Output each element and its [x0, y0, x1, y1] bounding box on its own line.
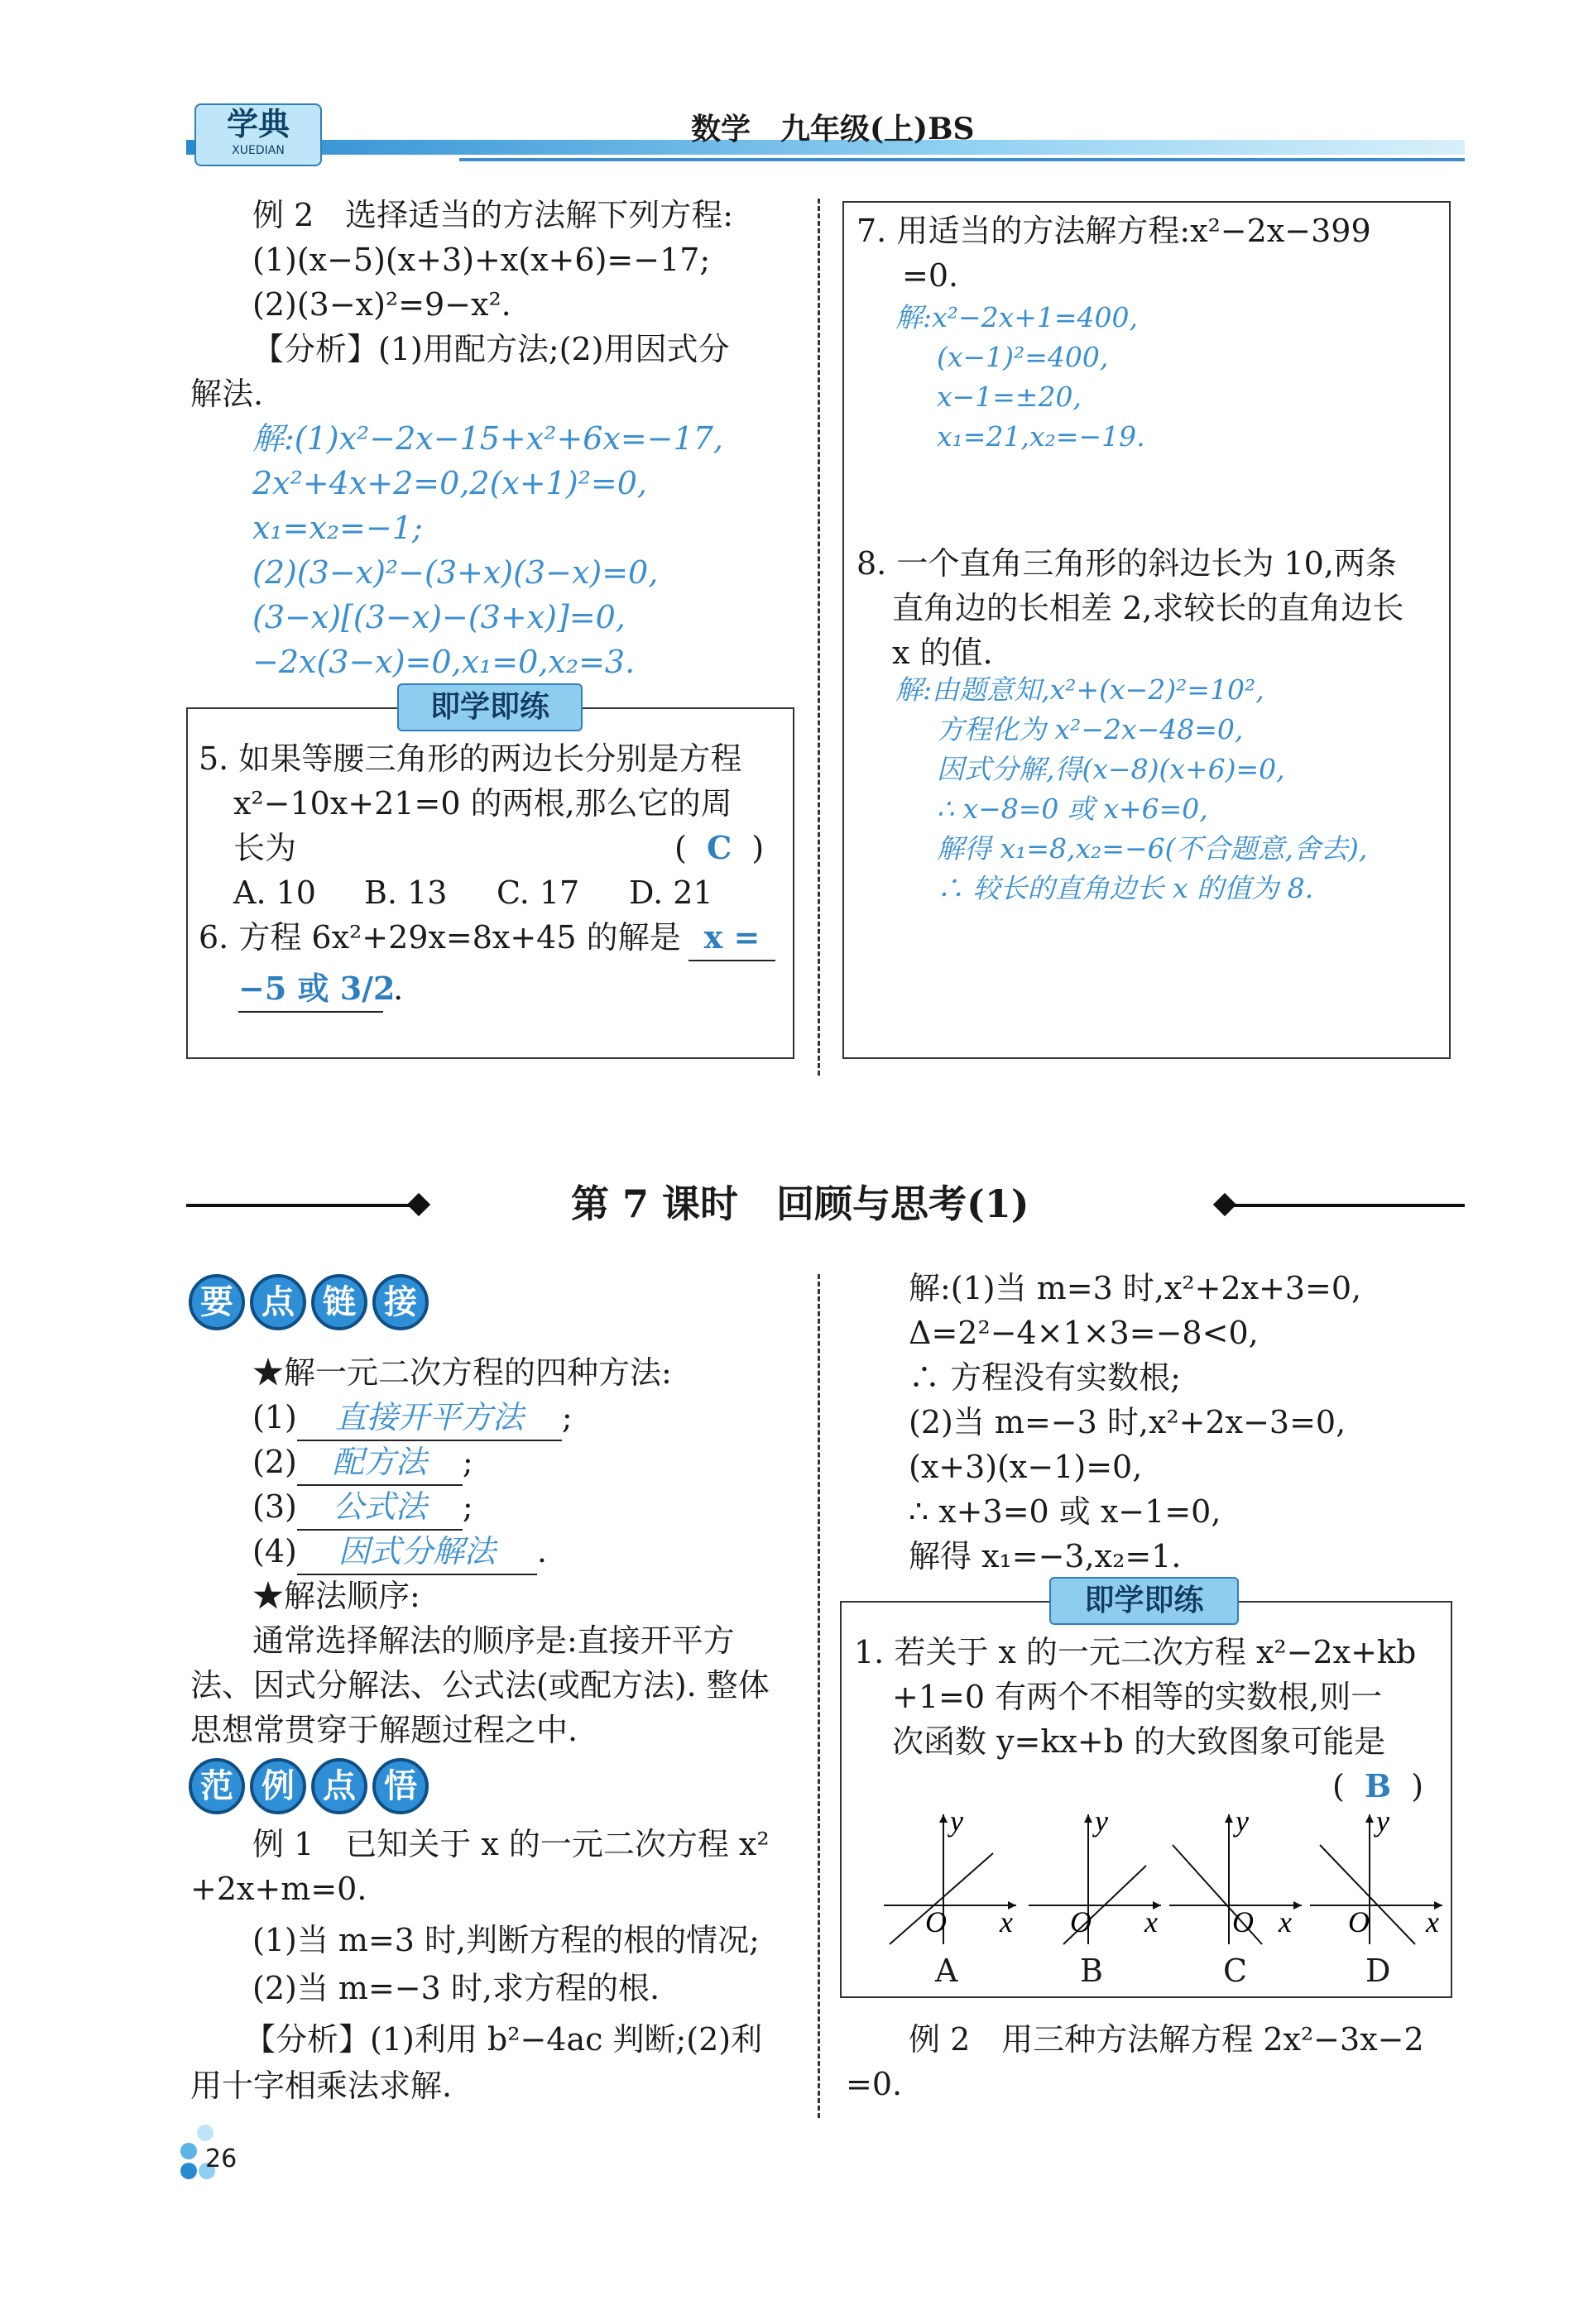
- logo-en: XUEDIAN: [232, 144, 285, 157]
- rq1-answer: ( B ): [1332, 1767, 1424, 1804]
- q5-answer-value: C: [706, 829, 732, 866]
- q5-answer: ( C ): [674, 829, 765, 866]
- method-2-answer: 配方法: [297, 1440, 463, 1486]
- q8-line-1: 8. 一个直角三角形的斜边长为 10,两条: [856, 545, 1397, 582]
- method-3-end: ;: [462, 1488, 473, 1525]
- method-1-end: ;: [561, 1399, 573, 1435]
- section-title: 第 7 课时 回顾与思考(1): [571, 1181, 1029, 1226]
- ex2-sol-6: −2x(3−x)=0,x₁=0,x₂=3.: [252, 644, 636, 680]
- header-rule: [459, 158, 1465, 161]
- q6-answer-a-wrap: [689, 915, 775, 961]
- ex1-line-3: (1)当 m=3 时,判断方程的根的情况;: [252, 1922, 760, 1958]
- rb-sol-1: 解:(1)当 m=3 时,x²+2x+3=0,: [909, 1270, 1362, 1306]
- q5-option-c: C. 17: [497, 874, 580, 911]
- footer-hex-2: [180, 2143, 197, 2159]
- order-text-3: 思想常贯穿于解题过程之中.: [190, 1712, 578, 1748]
- q7-sol-2: (x−1)²=400,: [937, 341, 1109, 373]
- graph-d-x: x: [1426, 1905, 1439, 1938]
- graph-b-x: x: [1144, 1905, 1158, 1938]
- method-2: [252, 1440, 473, 1486]
- q7-line-1: 7. 用适当的方法解方程:x²−2x−399: [856, 213, 1371, 249]
- q6-answer-b-wrap: [238, 966, 403, 1013]
- graph-c-x-arrow: [1293, 1901, 1302, 1910]
- ex2-title: 例 2 选择适当的方法解下列方程:: [252, 197, 734, 233]
- rb-sol-5: (x+3)(x−1)=0,: [909, 1449, 1143, 1485]
- graph-a-x: x: [1000, 1905, 1013, 1938]
- section-rule-left: [186, 1204, 418, 1207]
- q7-sol-4: x₁=21,x₂=−19.: [937, 420, 1145, 453]
- examples-badge-2: 例: [250, 1758, 306, 1814]
- graph-label-d: D: [1365, 1953, 1391, 1989]
- q7-sol-1: 解:x²−2x+1=400,: [895, 301, 1138, 333]
- graph-d: [1303, 1808, 1448, 1948]
- ex2-q2: (2)(3−x)²=9−x².: [252, 286, 511, 323]
- q7-sol-3: x−1=±20,: [937, 381, 1082, 413]
- method-2-end: ;: [462, 1444, 473, 1480]
- graph-label-c: C: [1223, 1953, 1248, 1989]
- column-divider-bottom: [818, 1274, 820, 2118]
- method-3-num: (3): [252, 1488, 297, 1525]
- column-divider-top: [818, 199, 820, 1076]
- ex2-sol-2: 2x²+4x+2=0,2(x+1)²=0,: [252, 465, 648, 501]
- ex2-analysis-1: 【分析】(1)用配方法;(2)用因式分: [252, 331, 730, 367]
- method-2-num: (2): [252, 1444, 297, 1480]
- graph-b: [1022, 1808, 1167, 1948]
- keypoints-badge-1: 要: [189, 1274, 245, 1330]
- rq1-line-2: +1=0 有两个不相等的实数根,则一: [892, 1679, 1383, 1715]
- ex1-analysis-1: 【分析】(1)利用 b²−4ac 判断;(2)利: [244, 2021, 763, 2058]
- logo-cn: 学典: [226, 106, 290, 142]
- section-rule-right: [1225, 1204, 1465, 1207]
- method-4-end: .: [536, 1533, 547, 1569]
- graph-b-o: O: [1070, 1905, 1092, 1938]
- graph-c-y: y: [1236, 1808, 1249, 1838]
- ex1-line-4: (2)当 m=−3 时,求方程的根.: [252, 1970, 660, 2006]
- ex1-line-2: +2x+m=0.: [190, 1871, 367, 1907]
- q6-end: .: [393, 970, 404, 1007]
- order-text-1: 通常选择解法的顺序是:直接开平方: [252, 1622, 735, 1659]
- q8-sol-2: 方程化为 x²−2x−48=0,: [937, 713, 1244, 745]
- graph-b-y: y: [1095, 1808, 1108, 1838]
- ex2-sol-3: x₁=x₂=−1;: [252, 510, 423, 546]
- q5-option-a: A. 10: [233, 874, 316, 911]
- header: [186, 103, 1465, 170]
- q8-line-3: x 的值.: [892, 635, 993, 671]
- footer-hex-3: [180, 2163, 197, 2179]
- graph-c: [1163, 1808, 1308, 1948]
- q6-answer-b: −5 或 3/2: [238, 966, 383, 1013]
- graph-label-b: B: [1080, 1953, 1103, 1989]
- practice-tag-right: 即学即练: [1049, 1577, 1239, 1625]
- rb-sol-3: ∴ 方程没有实数根;: [909, 1359, 1181, 1396]
- q8-sol-5: 解得 x₁=8,x₂=−6(不合题意,舍去),: [937, 832, 1368, 865]
- q7-line-2: =0.: [902, 257, 959, 294]
- graph-d-o: O: [1348, 1905, 1370, 1938]
- rb-sol-4: (2)当 m=−3 时,x²+2x−3=0,: [909, 1404, 1346, 1440]
- footer-hex-1: [197, 2125, 214, 2141]
- ex1-line-1: 例 1 已知关于 x 的一元二次方程 x²: [252, 1826, 770, 1862]
- q5-option-d: D. 21: [629, 874, 713, 911]
- method-4-num: (4): [252, 1533, 297, 1569]
- graph-c-o: O: [1232, 1905, 1254, 1938]
- method-1-num: (1): [252, 1399, 297, 1435]
- ex2-sol-5: (3−x)[(3−x)−(3+x)]=0,: [252, 599, 626, 635]
- method-1: [252, 1395, 573, 1441]
- method-3: [252, 1484, 473, 1531]
- graph-label-a: A: [935, 1953, 958, 1989]
- order-text-2: 法、因式分解法、公式法(或配方法). 整体: [190, 1667, 770, 1703]
- rb-sol-7: 解得 x₁=−3,x₂=1.: [909, 1538, 1182, 1574]
- q8-sol-1: 解:由题意知,x²+(x−2)²=10²,: [895, 673, 1264, 706]
- logo: [194, 103, 322, 166]
- examples-badge-4: 悟: [372, 1758, 429, 1814]
- keypoints-badge-4: 接: [372, 1274, 429, 1330]
- graph-c-y-arrow: [1225, 1814, 1233, 1823]
- q6-answer-a: x =: [689, 915, 775, 961]
- q8-line-2: 直角边的长相差 2,求较长的直角边长: [892, 590, 1404, 626]
- rb-ex2-line-2: =0.: [846, 2066, 903, 2102]
- rq1-line-3: 次函数 y=kx+b 的大致图象可能是: [892, 1723, 1386, 1760]
- q8-sol-6: ∴ 较长的直角边长 x 的值为 8.: [937, 872, 1314, 904]
- examples-heading: [189, 1758, 434, 1814]
- practice-tag-left: 即学即练: [397, 683, 583, 731]
- ex2-analysis-2: 解法.: [190, 376, 264, 412]
- graph-a-o: O: [925, 1905, 947, 1938]
- q6-line-1: 6. 方程 6x²+29x=8x+45 的解是: [199, 919, 681, 956]
- method-1-answer: 直接开平方法: [297, 1395, 562, 1441]
- method-3-answer: 公式法: [297, 1484, 463, 1531]
- rq1-line-1: 1. 若关于 x 的一元二次方程 x²−2x+kb: [854, 1634, 1417, 1670]
- order-title: ★解法顺序:: [252, 1578, 420, 1614]
- examples-badge-3: 点: [311, 1758, 367, 1814]
- keypoints-heading: [189, 1274, 434, 1330]
- graph-d-y-arrow: [1365, 1814, 1374, 1823]
- graph-b-y-arrow: [1084, 1814, 1092, 1823]
- rb-ex2-line-1: 例 2 用三种方法解方程 2x²−3x−2: [909, 2021, 1424, 2058]
- ex1-analysis-2: 用十字相乘法求解.: [190, 2068, 453, 2104]
- method-4-answer: 因式分解法: [297, 1529, 537, 1575]
- method-4: [252, 1529, 547, 1575]
- section-diamond-left: [407, 1193, 430, 1216]
- rb-sol-2: Δ=2²−4×1×3=−8<0,: [909, 1315, 1259, 1351]
- graph-d-y: y: [1376, 1808, 1389, 1838]
- graph-a-y: y: [950, 1808, 963, 1838]
- keypoints-badge-2: 点: [250, 1274, 306, 1330]
- rb-sol-6: ∴ x+3=0 或 x−1=0,: [909, 1493, 1221, 1530]
- rq1-answer-value: B: [1364, 1767, 1392, 1804]
- methods-title: ★解一元二次方程的四种方法:: [252, 1354, 672, 1391]
- keypoints-badge-3: 链: [311, 1274, 367, 1330]
- q8-sol-4: ∴ x−8=0 或 x+6=0,: [937, 793, 1208, 825]
- q8-sol-3: 因式分解,得(x−8)(x+6)=0,: [937, 753, 1285, 785]
- graph-a-y-arrow: [939, 1814, 948, 1823]
- ex2-sol-4: (2)(3−x)²−(3+x)(3−x)=0,: [252, 554, 659, 591]
- page-number: 26: [205, 2144, 238, 2173]
- q5-line-1: 5. 如果等腰三角形的两边长分别是方程: [199, 740, 742, 777]
- q5-option-b: B. 13: [364, 874, 448, 911]
- examples-badge-1: 范: [189, 1758, 245, 1814]
- q5-line-2: x²−10x+21=0 的两根,那么它的周: [233, 785, 732, 822]
- graph-a: [877, 1808, 1022, 1948]
- header-subject: 数学 九年级(上)BS: [691, 112, 975, 146]
- q5-line-3: 长为: [233, 830, 297, 866]
- ex2-q1: (1)(x−5)(x+3)+x(x+6)=−17;: [252, 242, 711, 278]
- graph-c-x: x: [1279, 1905, 1292, 1938]
- ex2-sol-1: 解:(1)x²−2x−15+x²+6x=−17,: [252, 420, 723, 457]
